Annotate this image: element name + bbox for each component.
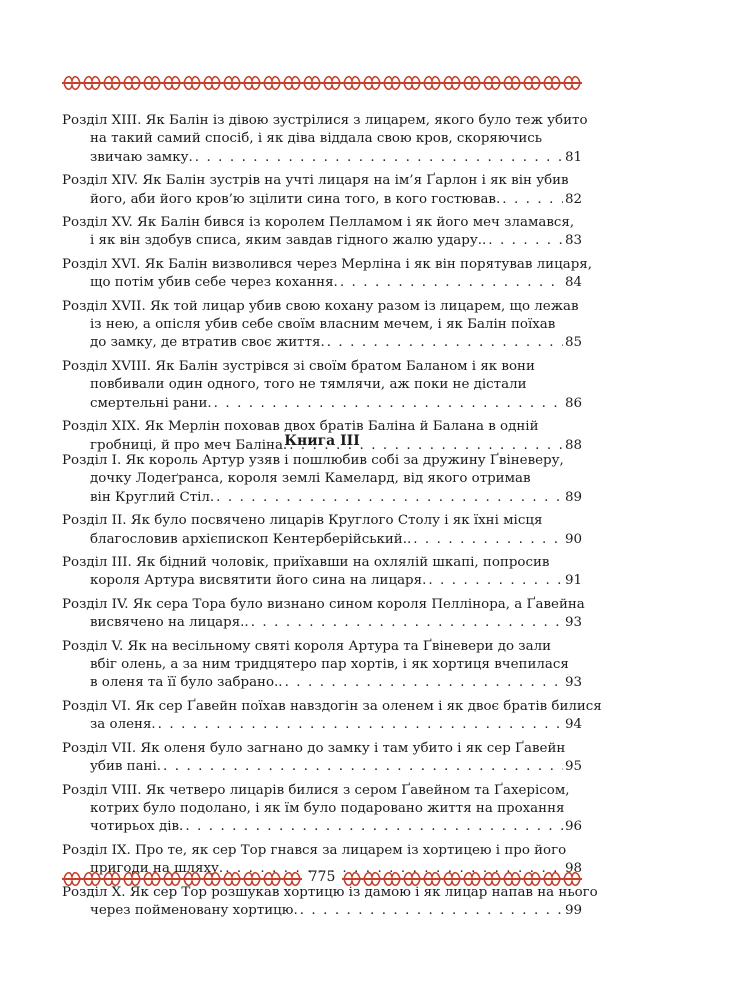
- toc-entry-text: і як він здобув списа, яким завдав гідного жалю удару..: [90, 233, 487, 249]
- toc-entry: [62, 554, 582, 591]
- ornament-dot: [190, 877, 193, 880]
- toc-page-number: 85: [564, 335, 582, 351]
- toc-entry-line: на такий самий спосіб, і як діва віддала свою кров, скоряючись: [90, 131, 543, 147]
- ornament-dot: [290, 81, 293, 84]
- toc-entry-line: повбивали один одного, того не тямлячи, аж поки не дістали: [90, 377, 527, 393]
- ornament-dot: [290, 877, 293, 880]
- toc-entry-line: Розділ XVII. Як той лицар убив свою кохану разом із лицарем, що лежав: [62, 298, 579, 314]
- toc-entry-line: Розділ IX. Про те, як сер Тор гнався за лицарем із хортицею і про його: [62, 842, 567, 858]
- toc-entry-text: пригоди на шляху.: [90, 861, 224, 877]
- toc-entry-line: вбіг олень, а за ним тридцятеро пар хортів, і як хортиця вчепилася: [90, 657, 569, 673]
- ornament-dot: [430, 81, 433, 84]
- toc-entry-text: короля Артура висвятити його сина на лицаря.: [90, 573, 427, 589]
- ornament-dot: [270, 81, 273, 84]
- ornament-dot: [130, 81, 133, 84]
- ornament-line: [342, 878, 582, 880]
- dot-leader: [185, 818, 563, 836]
- page-number: 775: [308, 869, 336, 885]
- toc-entry: [62, 884, 598, 921]
- ornament-motif-group: [62, 77, 582, 90]
- toc-entry-text: до замку, де втратив своє життя.: [90, 335, 325, 351]
- toc-page-number: 94: [564, 717, 582, 733]
- toc-entry-last-line: [62, 758, 582, 776]
- dot-leader: [413, 531, 563, 549]
- toc-page-number: 88: [564, 437, 582, 453]
- ornament-line: [62, 878, 302, 880]
- ornament-dot: [170, 877, 173, 880]
- dot-leader: [327, 334, 563, 352]
- dot-leader: [300, 902, 563, 920]
- toc-entry-line: Розділ I. Як король Артур узяв і пошлюбив собі за дружину Ґвіневеру,: [62, 453, 564, 468]
- ornament-dot: [490, 81, 493, 84]
- ornament-dot: [390, 81, 393, 84]
- toc-entry-last-line: [62, 531, 582, 549]
- toc-entry-line: Розділ XVI. Як Балін визволився через Мерліна і як він порятував лицаря,: [62, 256, 592, 272]
- ornament-dot: [570, 81, 573, 84]
- dot-leader: [285, 674, 563, 692]
- ornament-dot: [430, 877, 433, 880]
- toc-page-number: 82: [564, 191, 582, 207]
- toc-page-number: 89: [564, 489, 582, 505]
- top-ornament-band: [62, 74, 582, 92]
- toc-entry-line: Розділ II. Як було посвячено лицарів Круглого Столу і як їхні місця: [62, 513, 543, 529]
- toc-part-book-2: [62, 112, 592, 460]
- ornament-dot: [150, 877, 153, 880]
- toc-entry-text: він Круглий Стіл.: [90, 489, 215, 505]
- ornament-dot: [530, 81, 533, 84]
- toc-entry-text: висвячено на лицаря..: [90, 615, 249, 631]
- ornament-dot: [90, 81, 93, 84]
- dot-leader: [214, 395, 563, 413]
- ornament-dot: [450, 877, 453, 880]
- toc-entry-text: що потім убив себе через кохання.: [90, 275, 338, 291]
- toc-entry: [62, 596, 585, 633]
- ornament-dot: [350, 877, 353, 880]
- toc-entry-last-line: [62, 334, 582, 352]
- ornament-dot: [170, 81, 173, 84]
- ornament-dot: [250, 877, 253, 880]
- toc-entry-line: Розділ IV. Як сера Тора було визнано сином короля Пеллінора, а Ґавейна: [62, 596, 585, 612]
- dot-leader: [251, 614, 563, 632]
- toc-page-number: 98: [564, 861, 582, 877]
- toc-entry-text: його, аби його кров’ю зцілити сина того, в кого гостював.: [90, 191, 501, 207]
- toc-page-number: 90: [564, 531, 582, 547]
- ornament-dot: [350, 81, 353, 84]
- toc-entry-line: Розділ VII. Як оленя було загнано до замку і там убито і як сер Ґавейн: [62, 740, 566, 756]
- toc-entry: [62, 452, 582, 507]
- ornament-dot: [390, 877, 393, 880]
- toc-part-book-3: [62, 452, 602, 925]
- book-heading: Книга ІІІ: [284, 433, 360, 449]
- dot-leader: [428, 572, 563, 590]
- toc-entry-line: дочку Лодеґранса, короля землі Камелард, від якого отримав: [90, 471, 531, 487]
- toc-page-number: 99: [564, 902, 582, 918]
- toc-entry-text: чотирьох дів.: [90, 819, 184, 835]
- toc-entry: [62, 740, 582, 777]
- toc-page-number: 91: [564, 573, 582, 589]
- toc-entry-line: Розділ XIII. Як Балін із дівою зустрілися з лицарем, якого було теж убито: [62, 113, 588, 128]
- toc-entry: [62, 782, 582, 837]
- ornament-dot: [470, 81, 473, 84]
- ornament-dot: [330, 81, 333, 84]
- toc-entry-line: Розділ X. Як сер Тор розшукав хортицю із дамою і як лицар напав на нього: [62, 884, 598, 900]
- ornament-dot: [190, 81, 193, 84]
- toc-entry-text: убив пані.: [90, 759, 162, 775]
- toc-page-number: 86: [564, 395, 582, 411]
- dot-leader: [488, 232, 563, 250]
- ornament-dot: [470, 877, 473, 880]
- ornament-dot: [310, 81, 313, 84]
- toc-entry-line: із нею, а опісля убив себе своїм власним мечем, і як Балін поїхав: [90, 317, 556, 333]
- ornament-dot: [370, 877, 373, 880]
- toc-entry: [62, 638, 582, 693]
- dot-leader: [158, 716, 563, 734]
- ornament-dot: [110, 877, 113, 880]
- toc-entry-last-line: [62, 274, 582, 292]
- toc-page-number: 81: [564, 149, 582, 165]
- toc-entry-line: котрих було подолано, і як їм було подаровано життя на прохання: [90, 800, 565, 816]
- ornament-dot: [90, 877, 93, 880]
- dot-leader: [216, 489, 563, 507]
- toc-page-number: 93: [564, 615, 582, 631]
- toc-entry: [62, 512, 582, 549]
- toc-entry-last-line: [62, 614, 582, 632]
- toc-page-number: 84: [564, 275, 582, 291]
- toc-entry: [62, 698, 602, 735]
- toc-entry-last-line: [62, 489, 582, 507]
- toc-page-number: 96: [564, 819, 582, 835]
- toc-entry-text: звичаю замку.: [90, 149, 193, 165]
- toc-entry: [62, 358, 582, 413]
- ornament-motif-group: [342, 873, 582, 886]
- dot-leader: [502, 191, 563, 209]
- ornament-dot: [530, 877, 533, 880]
- toc-entry-last-line: [62, 149, 582, 167]
- toc-entry-last-line: [62, 572, 582, 590]
- ornament-dot: [510, 877, 513, 880]
- dot-leader: [340, 274, 563, 292]
- toc-entry-text: гробниці, й про меч Баліна.: [90, 437, 288, 453]
- toc-entry-line: Розділ III. Як бідний чоловік, приїхавши на охлялій шкапі, попросив: [62, 555, 550, 571]
- toc-entry-last-line: [62, 191, 582, 209]
- toc-entry: [62, 298, 582, 353]
- ornament-dot: [250, 81, 253, 84]
- bottom-ornament-right: [342, 870, 582, 888]
- toc-entry-line: Розділ XV. Як Балін бився із королем Пелламом і як його меч зламався,: [62, 215, 575, 231]
- toc-entry: [62, 172, 582, 209]
- toc-entry-text: благословив архієпископ Кентерберійський..: [90, 531, 412, 547]
- ornament-dot: [450, 81, 453, 84]
- toc-entry: [62, 112, 588, 167]
- toc-entry-line: Розділ XIV. Як Балін зустрів на учті лицаря на ім’я Ґарлон і як він убив: [62, 173, 569, 189]
- toc-entry-line: Розділ VI. Як сер Ґавейн поїхав навздогін за оленем і як двоє братів билися: [62, 698, 602, 714]
- toc-entry-text: за оленя.: [90, 717, 156, 733]
- ornament-dot: [550, 81, 553, 84]
- ornament-dot: [110, 81, 113, 84]
- ornament-dot: [550, 877, 553, 880]
- toc-page-number: 95: [564, 759, 582, 775]
- toc-entry-last-line: [62, 716, 582, 734]
- toc-entry-last-line: [62, 818, 582, 836]
- toc-entry-last-line: [62, 395, 582, 413]
- ornament-dot: [70, 877, 73, 880]
- ornament-dot: [230, 877, 233, 880]
- ornament-dot: [70, 81, 73, 84]
- toc-entry-line: Розділ XVIII. Як Балін зустрівся зі своїм братом Баланом і як вони: [62, 358, 535, 374]
- ornament-dot: [570, 877, 573, 880]
- toc-entry-line: Розділ XIX. Як Мерлін поховав двох братів Баліна й Балана в одній: [62, 419, 539, 435]
- ornament-dot: [410, 81, 413, 84]
- dot-leader: [163, 758, 563, 776]
- toc-entry-line: Розділ VIII. Як четверо лицарів билися з сером Ґавейном та Ґахерісом,: [62, 782, 570, 798]
- ornament-dot: [270, 877, 273, 880]
- ornament-dot: [230, 81, 233, 84]
- toc-page-number: 93: [564, 675, 582, 691]
- toc-entry-last-line: [62, 674, 582, 692]
- toc-entry-line: Розділ V. Як на весільному святі короля Артура та Ґвіневери до зали: [62, 638, 552, 654]
- ornament-dot: [510, 81, 513, 84]
- toc-entry-text: в оленя та її було забрано..: [90, 675, 283, 691]
- toc-entry-text: смертельні рани.: [90, 395, 212, 411]
- ornament-dot: [490, 877, 493, 880]
- ornament-dot: [150, 81, 153, 84]
- ornament-dot: [130, 877, 133, 880]
- toc-entry: [62, 214, 582, 251]
- toc-entry-last-line: [62, 902, 582, 920]
- ornament-dot: [410, 877, 413, 880]
- toc-entry-text: через пойменовану хортицю.: [90, 902, 298, 918]
- toc-entry-last-line: [62, 232, 582, 250]
- ornament-dot: [370, 81, 373, 84]
- ornament-dot: [210, 877, 213, 880]
- ornament-motif-group: [62, 873, 302, 886]
- bottom-ornament-left: [62, 870, 302, 888]
- toc-entry: [62, 256, 592, 293]
- ornament-dot: [210, 81, 213, 84]
- dot-leader: [195, 149, 563, 167]
- toc-page-number: 83: [564, 233, 582, 249]
